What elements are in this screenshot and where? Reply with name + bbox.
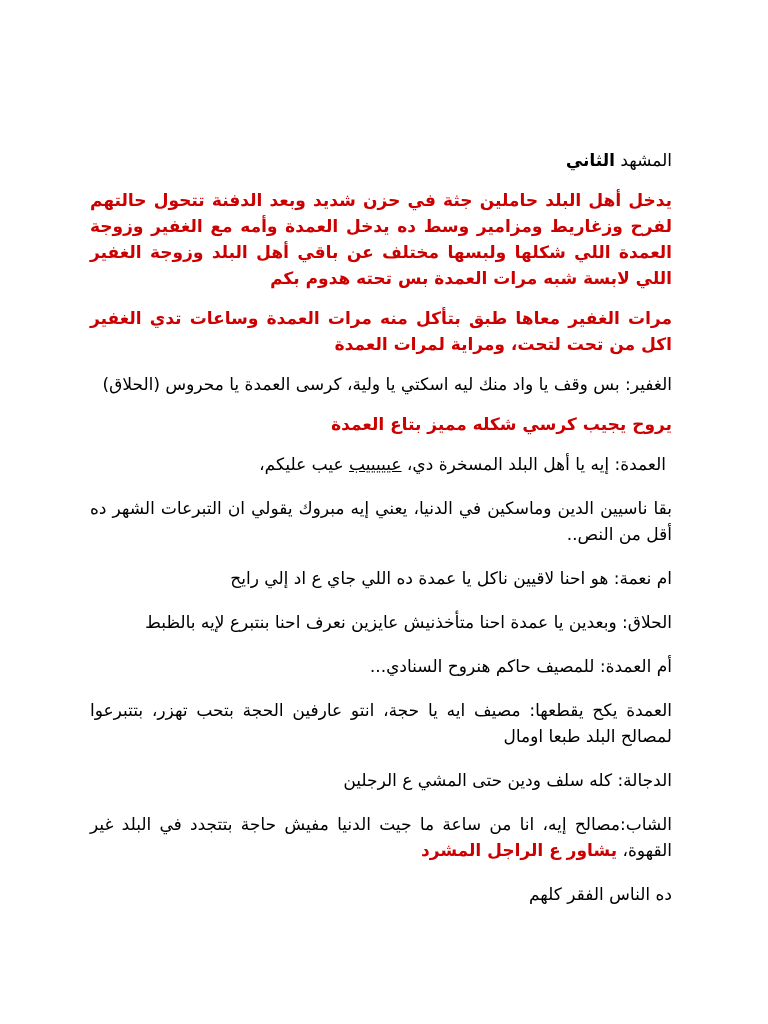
dialogue-omda-1-continued: بقا ناسيين الدين وماسكين في الدنيا، يعني إيه مبروك يقولي ان التبرعات الشهر ده أقل من النص.. <box>90 499 672 545</box>
dialogue-omda-1-start: العمدة: إيه يا أهل البلد المسخرة دي، <box>401 455 666 475</box>
stage-direction-entrance: يدخل أهل البلد حاملين جثة في حزن شديد وبعد الدفنة تتحول حالتهم لفرح وزغاريط ومزامير وسط ده يدخل العمدة وأمه مع الغفير وزوجة العمدة اللي شكلها ولبسها مختلف عن باقي أهل البلد وزوجة الغفير اللي لابسة شبه مرات العمدة بس تحته هدوم بكم <box>90 191 672 289</box>
stage-direction-chair: يروح يجيب كرسي شكله مميز بتاع العمدة <box>331 415 672 435</box>
scene-heading-number: الثاني <box>565 151 615 171</box>
scene-heading <box>90 148 672 174</box>
dialogue-hallaq: الحلاق: وبعدين يا عمدة احنا متأخذنيش عايزين نعرف احنا بنتبرع لإيه بالظبط <box>145 613 672 633</box>
dialogue-omda-1-underlined: عيييييب <box>349 455 402 475</box>
dialogue-dajjala: الدجالة: كله سلف ودين حتى المشي ع الرجلين <box>343 771 672 791</box>
dialogue-shab-text: الشاب:مصالح إيه، انا من ساعة ما جيت الدنيا مفيش حاجة بتتجدد في البلد غير القهوة، <box>90 815 672 861</box>
script-page <box>90 148 672 908</box>
dialogue-ghafir: الغفير: بس وقف يا واد منك ليه اسكتي يا ولية، كرسى العمدة يا محروس (الحلاق) <box>102 375 672 395</box>
dialogue-shab <box>90 812 672 864</box>
dialogue-om-nema: ام نعمة: هو احنا لاقيين ناكل يا عمدة ده اللي جاي ع اد إلي رايح <box>230 569 672 589</box>
dialogue-omda-1-end: عيب عليكم، <box>259 455 350 475</box>
stage-direction-plate: مرات الغفير معاها طبق بتأكل منه مرات العمدة وساعات تدي الغفير اكل من تحت لتحت، ومراية لمرات العمدة <box>90 309 672 355</box>
dialogue-last-line: ده الناس الفقر كلهم <box>528 885 672 905</box>
dialogue-omda-2: العمدة يكح يقطعها: مصيف ايه يا حجة، انتو عارفين الحجة بتحب تهزر، بتتبرعوا لمصالح البلد طبعا اومال <box>90 701 672 747</box>
scene-heading-label: المشهد <box>614 151 672 171</box>
dialogue-omda-1 <box>90 452 672 478</box>
dialogue-om-omda: أم العمدة: للمصيف حاكم هنروح السنادي... <box>369 657 672 677</box>
stage-direction-points: يشاور ع الراجل المشرد <box>421 841 618 861</box>
